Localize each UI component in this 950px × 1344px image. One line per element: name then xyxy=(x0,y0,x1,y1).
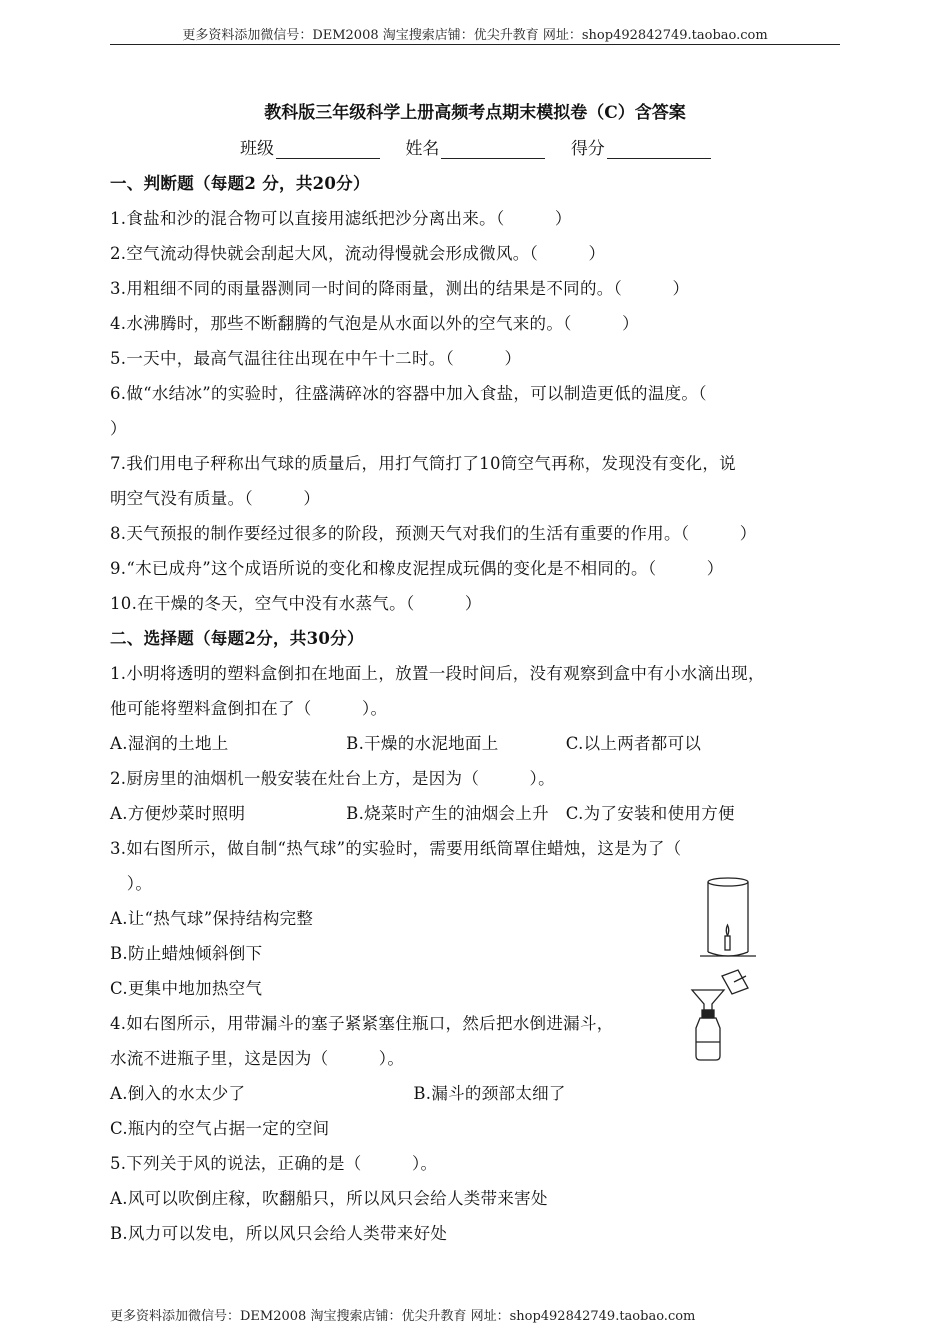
question-line: 3.用粗细不同的雨量器测同一时间的降雨量，测出的结果是不同的。（ ） xyxy=(110,279,690,298)
name-label: 姓名 xyxy=(405,139,440,159)
score-field[interactable] xyxy=(607,140,711,159)
question-line: A.风可以吹倒庄稼，吹翻船只，所以风只会给人类带来害处 xyxy=(110,1189,548,1208)
question-line: 9.“木已成舟”这个成语所说的变化和橡皮泥捏成玩偶的变化是不相同的。（ ） xyxy=(110,559,724,578)
question-line: 3.如右图所示，做自制“热气球”的实验时，需要用纸筒罩住蜡烛，这是为了（ xyxy=(110,839,682,858)
paper-tube-candle-figure xyxy=(700,878,756,956)
question-line: 4.水沸腾时，那些不断翻腾的气泡是从水面以外的空气来的。（ ） xyxy=(110,314,639,333)
question-line: A.湿润的土地上 B.干燥的水泥地面上 C.以上两者都可以 xyxy=(110,734,702,753)
funnel-bottle-figure xyxy=(692,970,748,1060)
class-label: 班级 xyxy=(240,139,274,159)
question-line: A.倒入的水太少了 B.漏斗的颈部太细了 xyxy=(110,1084,566,1103)
question-line: B.风力可以发电，所以风只会给人类带来好处 xyxy=(110,1224,448,1243)
header-rule xyxy=(110,44,840,45)
page-footer: 更多资料添加微信号：DEM2008 淘宝搜索店铺：优尖升教育 网址：shop492842749.taobao.com xyxy=(110,1309,696,1324)
question-line: C.更集中地加热空气 xyxy=(110,979,263,998)
question-line: 明空气没有质量。（ ） xyxy=(110,489,321,508)
question-line: 1.小明将透明的塑料盒倒扣在地面上，放置一段时间后，没有观察到盒中有小水滴出现， xyxy=(110,664,765,683)
question-line: C.瓶内的空气占据一定的空间 xyxy=(110,1119,330,1138)
question-line: 2.厨房里的油烟机一般安装在灶台上方，是因为（ ）。 xyxy=(110,769,555,788)
question-line: 10.在干燥的冬天，空气中没有水蒸气。（ ） xyxy=(110,594,482,613)
question-line: A.方便炒菜时照明 B.烧菜时产生的油烟会上升 C.为了安装和使用方便 xyxy=(110,804,735,823)
question-line: B.防止蜡烛倾斜倒下 xyxy=(110,944,263,963)
score-label: 得分 xyxy=(570,139,605,159)
question-line: 他可能将塑料盒倒扣在了（ ）。 xyxy=(110,699,388,718)
question-line: 1.食盐和沙的混合物可以直接用滤纸把沙分离出来。（ ） xyxy=(110,209,572,228)
question-line: 5.下列关于风的说法，正确的是（ ）。 xyxy=(110,1154,438,1173)
question-line: ） xyxy=(110,419,127,438)
page-header: 更多资料添加微信号：DEM2008 淘宝搜索店铺：优尖升教育 网址：shop492842749.taobao.com xyxy=(182,28,768,43)
question-line: 2.空气流动得快就会刮起大风，流动得慢就会形成微风。（ ） xyxy=(110,244,606,263)
question-line: A.让“热气球”保持结构完整 xyxy=(110,909,314,928)
name-field[interactable] xyxy=(441,140,545,159)
question-line: 4.如右图所示，用带漏斗的塞子紧紧塞住瓶口，然后把水倒进漏斗， xyxy=(110,1014,614,1033)
question-line: 6.做“水结冰”的实验时，往盛满碎冰的容器中加入食盐，可以制造更低的温度。（ xyxy=(110,384,707,403)
question-line: 5.一天中，最高气温往往出现在中午十二时。（ ） xyxy=(110,349,522,368)
question-line: 8.天气预报的制作要经过很多的阶段，预测天气对我们的生活有重要的作用。（ ） xyxy=(110,524,757,543)
question-line: 7.我们用电子秤称出气球的质量后，用打气筒打了10筒空气再称，发现没有变化，说 xyxy=(110,454,736,473)
question-line: ）。 xyxy=(110,874,153,893)
question-line: 水流不进瓶子里，这是因为（ ）。 xyxy=(110,1049,405,1068)
page-title: 教科版三年级科学上册高频考点期末模拟卷（C）含答案 xyxy=(264,103,686,123)
section-heading: 二、选择题（每题2分，共30分） xyxy=(110,629,364,648)
student-info-row xyxy=(240,134,731,159)
class-field[interactable] xyxy=(276,140,380,159)
section-heading: 一、判断题（每题2 分，共20分） xyxy=(110,174,370,193)
experiment-figures xyxy=(690,870,780,1070)
